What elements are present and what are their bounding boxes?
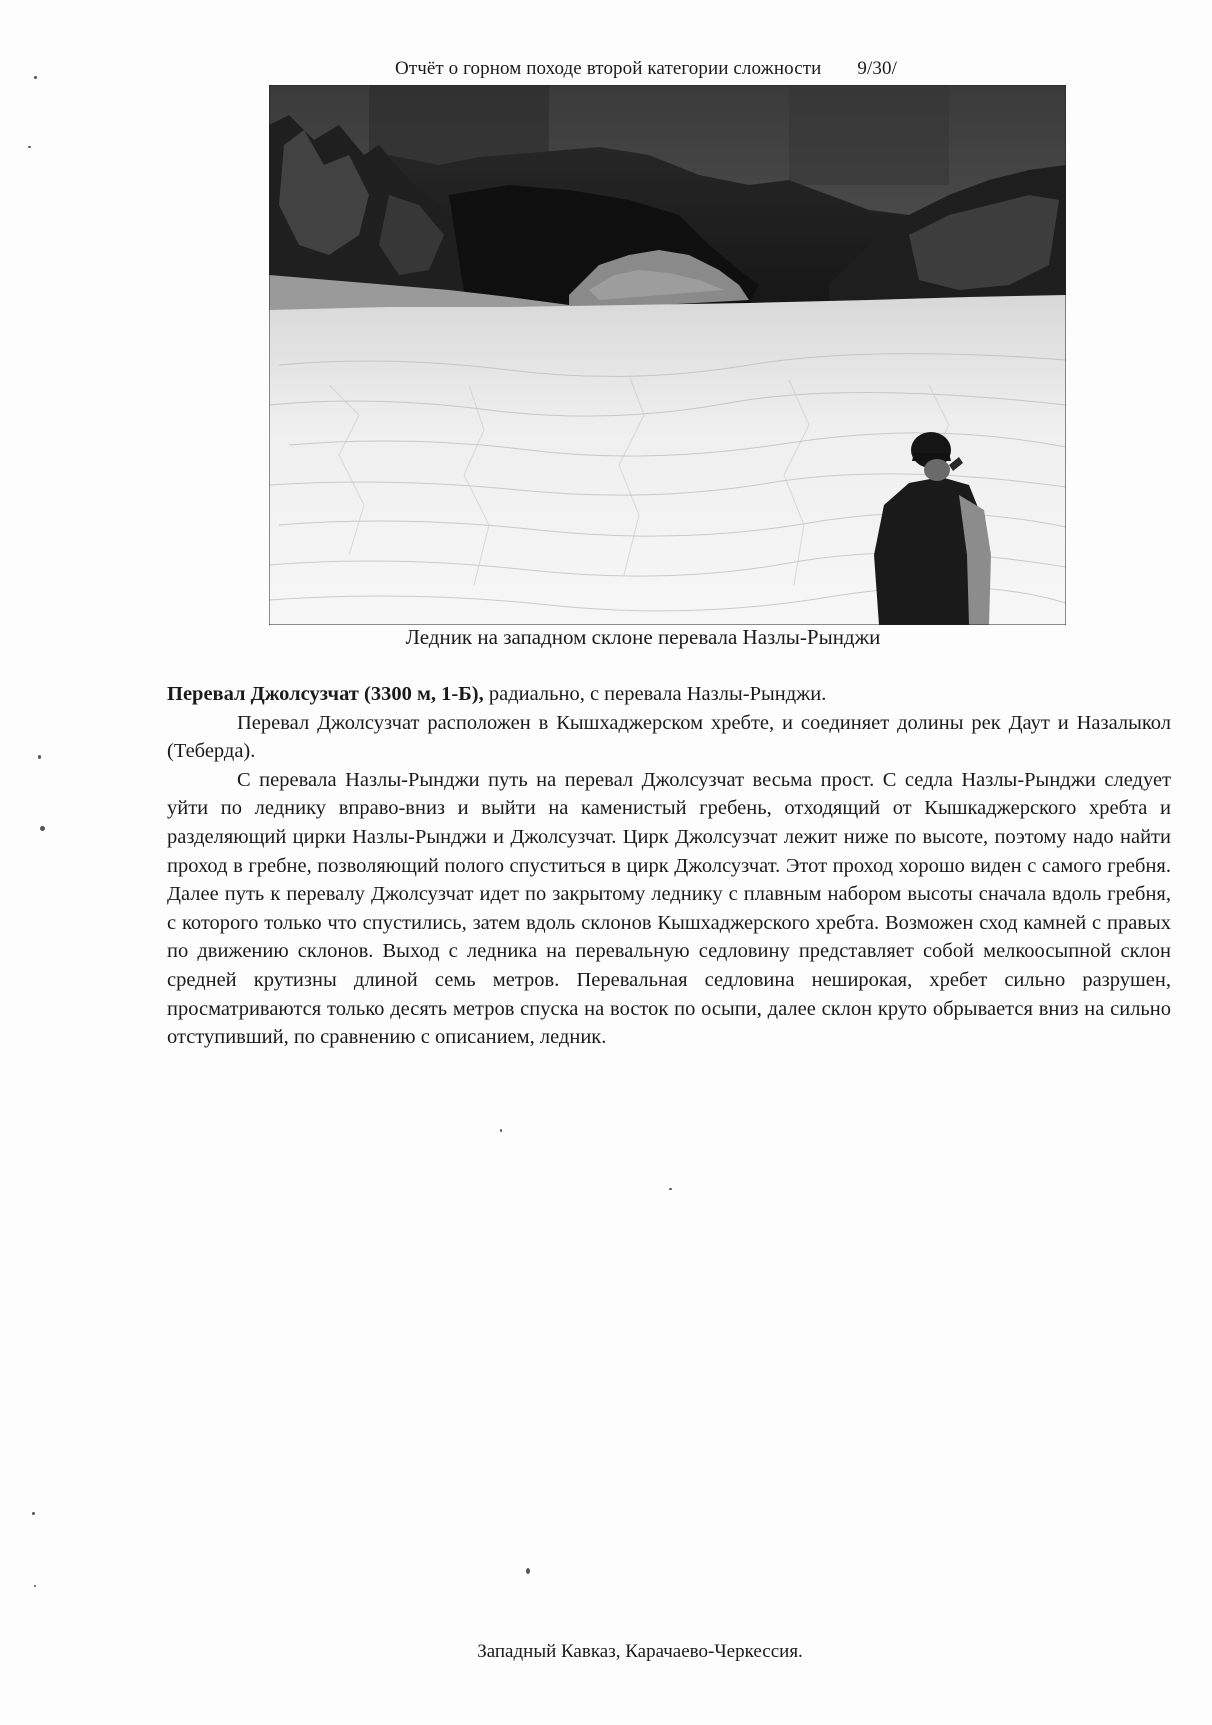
section-title-bold: Перевал Джолсузчат (3300 м, 1-Б), <box>167 683 484 705</box>
page-footer: Западный Кавказ, Карачаево-Черкессия. <box>477 1641 803 1662</box>
section-title-rest: радиально, с перевала Назлы-Рынджи. <box>483 683 827 705</box>
paragraph-1: Перевал Джолсузчат расположен в Кышхаджерском хребте, и соединяет долины рек Даут и Назалыкол (Теберда). <box>167 711 1171 763</box>
scan-speck <box>28 146 31 148</box>
page-number: 9/30/ <box>857 58 897 79</box>
photo-caption: Ледник на западном склоне перевала Назлы-Рынджи <box>405 625 881 649</box>
scan-speck <box>669 1188 672 1190</box>
section-body <box>167 680 1171 1052</box>
paragraph-2: С перевала Назлы-Рынджи путь на перевал Джолсузчат весьма прост. С седла Назлы-Рынджи следует уйти по леднику вправо-вниз и выйти на каменистый гребень, отходящий от Кышкаджерского хребта и разделяющий цирки Назлы-Рынджи и Джолсузчат. Цирк Джолсузчат лежит ниже по высоте, поэтому надо найти проход в гребне, позволяющий полого спуститься в цирк Джолсузчат. Этот проход хорошо виден с самого гребня. Далее путь к перевалу Джолсузчат идет по закрытому леднику с плавным набором высоты сначала вдоль гребня, с которого только что спустились, затем вдоль склонов Кышхаджерского хребта. Возможен сход камней с правых по движению склонов. Выход с ледника на перевальную седловину представляет собой мелкоосыпной склон средней крутизны длиной семь метров. Перевальная седловина неширокая, хребет сильно разрушен, просматриваются только десять метров спуска на восток по осыпи, далее склон круто обрывается вниз на сильно отступивший, по сравнению с описанием, ледник. <box>167 768 1171 1049</box>
report-title: Отчёт о горном походе второй категории сложности <box>395 58 822 79</box>
glacier-photo-icon <box>269 85 1066 625</box>
scan-speck <box>40 826 45 831</box>
scan-speck <box>34 1585 36 1587</box>
scan-speck <box>34 76 37 79</box>
scan-speck <box>38 755 41 759</box>
scan-speck <box>526 1568 530 1574</box>
section-title <box>167 680 1171 709</box>
glacier-photo <box>269 85 1066 625</box>
scan-speck <box>32 1512 35 1515</box>
page-header <box>395 58 897 80</box>
scan-speck <box>500 1129 502 1132</box>
